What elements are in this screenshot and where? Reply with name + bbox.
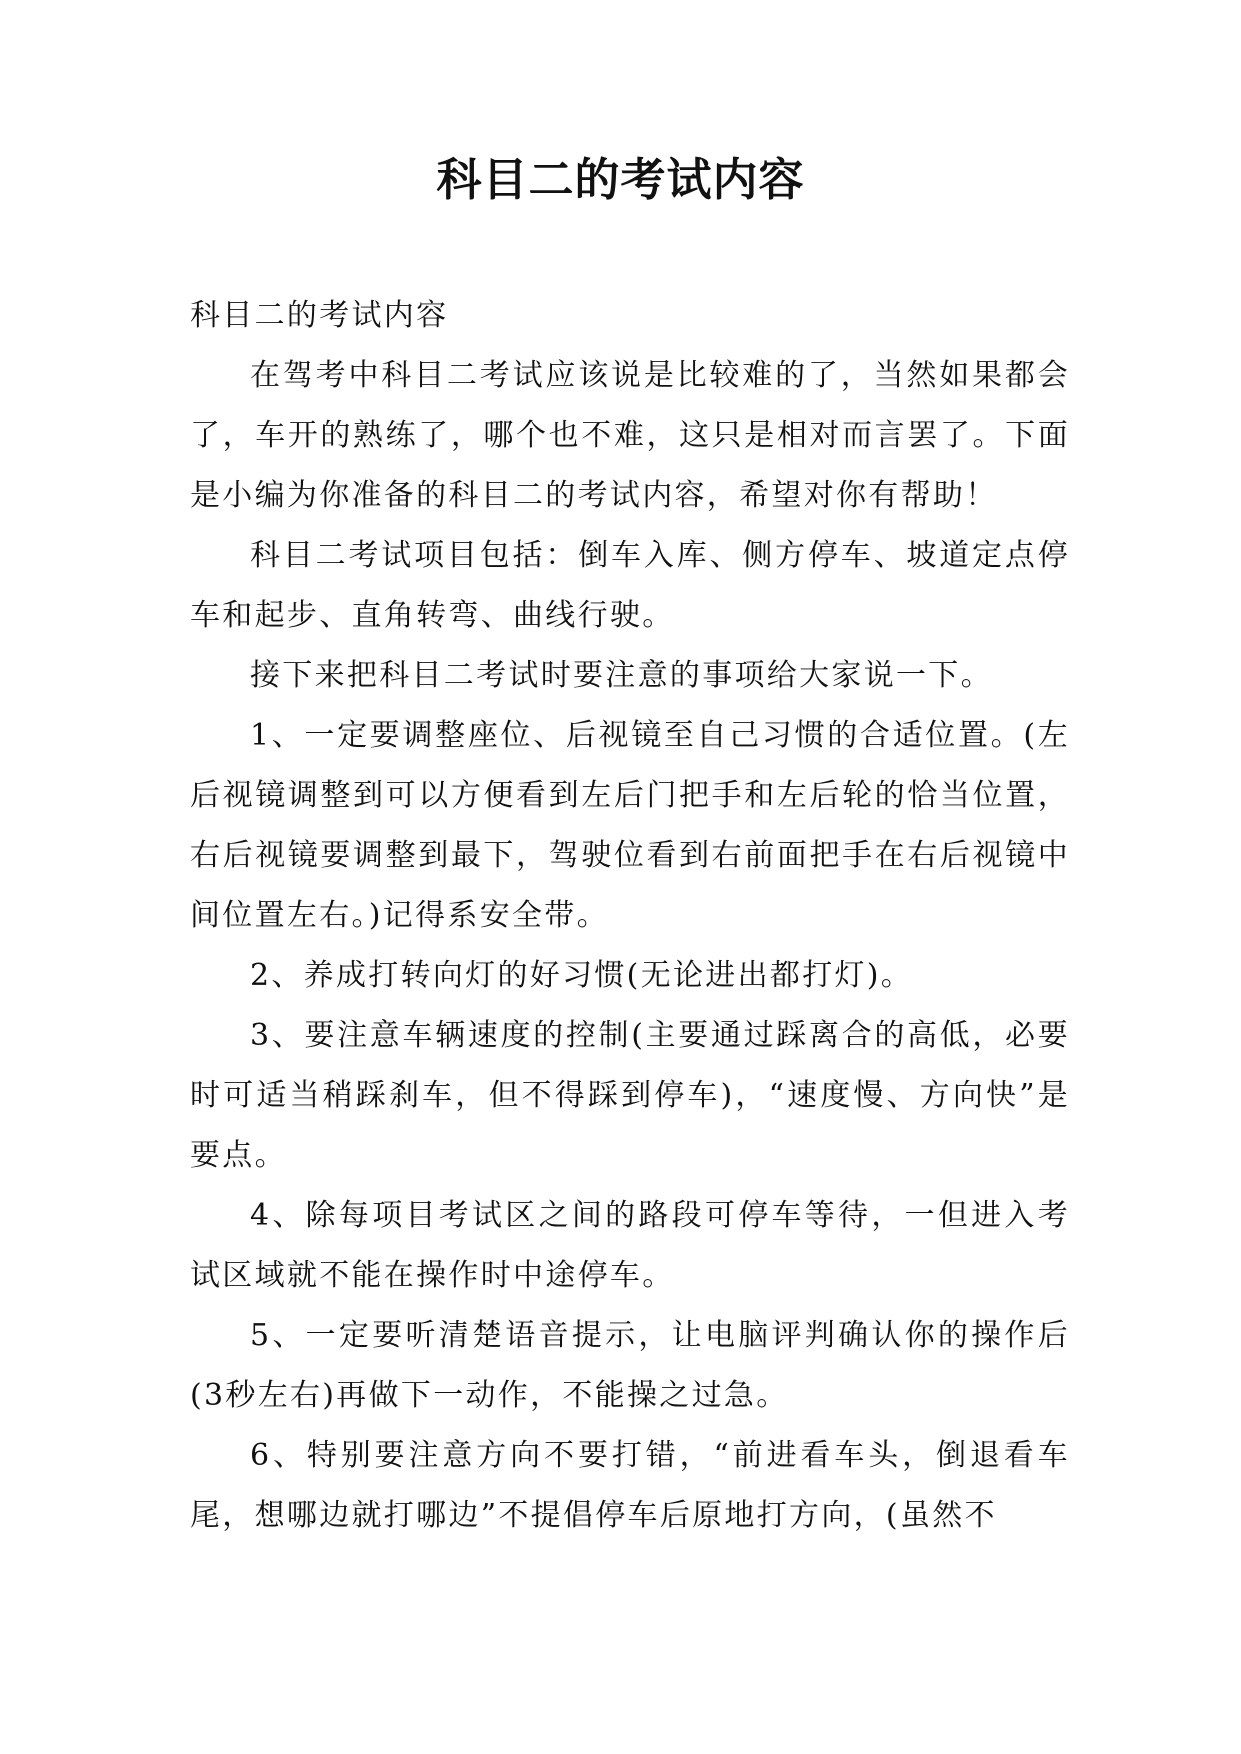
paragraph-exam-items: 科目二考试项目包括：倒车入库、侧方停车、坡道定点停车和起步、直角转弯、曲线行驶。 — [190, 538, 1070, 633]
paragraph-note-1: 1、一定要调整座位、后视镜至自己习惯的合适位置。(左后视镜调整到可以方便看到左后门把手和左后轮的恰当位置，右后视镜要调整到最下，驾驶位看到右前面把手在右后视镜中间位置左右。)记得系安全带。 — [190, 718, 1070, 933]
document-title: 科目二的考试内容 — [436, 153, 805, 206]
paragraph-notes-lead: 接下来把科目二考试时要注意的事项给大家说一下。 — [250, 658, 993, 693]
paragraph-note-6: 6、特别要注意方向不要打错，“前进看车头，倒退看车尾，想哪边就打哪边”不提倡停车后原地打方向，(虽然不 — [190, 1438, 1070, 1533]
paragraph-note-2: 2、养成打转向灯的好习惯(无论进出都打灯)。 — [250, 958, 914, 993]
paragraph-intro: 在驾考中科目二考试应该说是比较难的了，当然如果都会了，车开的熟练了，哪个也不难，这只是相对而言罢了。下面是小编为你准备的科目二的考试内容，希望对你有帮助！ — [190, 358, 1070, 513]
document-body — [190, 286, 1070, 1546]
section-heading: 科目二的考试内容 — [190, 298, 449, 333]
paragraph-note-3: 3、要注意车辆速度的控制(主要通过踩离合的高低，必要时可适当稍踩刹车，但不得踩到停车)，“速度慢、方向快”是要点。 — [190, 1018, 1070, 1173]
paragraph-note-5: 5、一定要听清楚语音提示，让电脑评判确认你的操作后(3秒左右)再做下一动作，不能操之过急。 — [190, 1318, 1070, 1413]
paragraph-note-4: 4、除每项目考试区之间的路段可停车等待，一但进入考试区域就不能在操作时中途停车。 — [190, 1198, 1070, 1293]
